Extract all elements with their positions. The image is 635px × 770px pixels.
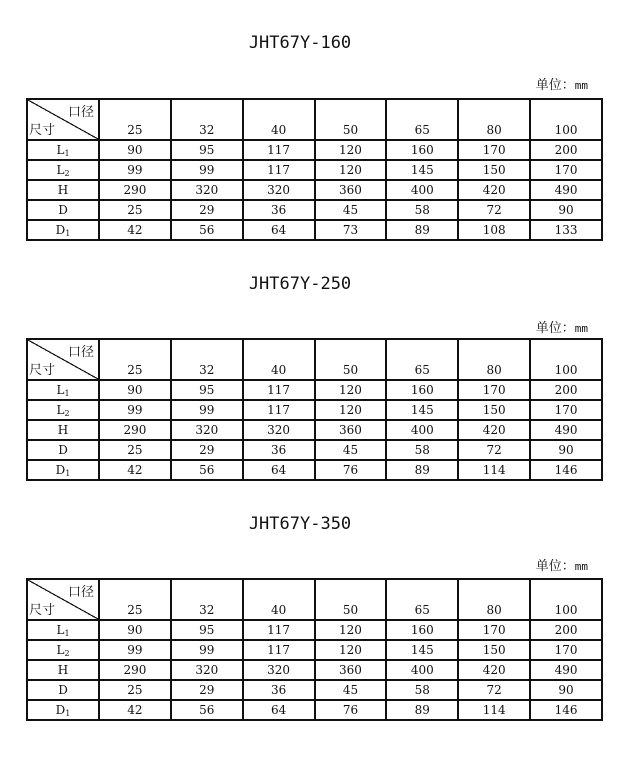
row-label: D <box>27 440 99 460</box>
row-label: H <box>27 420 99 440</box>
table-cell: 25 <box>99 200 171 220</box>
table-cell: 25 <box>99 440 171 460</box>
table-cell: 360 <box>315 420 387 440</box>
table-cell: 89 <box>386 460 458 480</box>
corner-cell <box>27 339 99 380</box>
table-cell: 146 <box>530 460 602 480</box>
table-cell: 290 <box>99 420 171 440</box>
table-cell: 170 <box>530 640 602 660</box>
spec-table <box>26 578 603 721</box>
size-header: 65 <box>386 99 458 140</box>
table-cell: 117 <box>243 140 315 160</box>
table-cell: 160 <box>386 140 458 160</box>
table-cell: 320 <box>243 420 315 440</box>
table-cell: 72 <box>458 440 530 460</box>
corner-cell <box>27 579 99 620</box>
table-row <box>27 420 602 440</box>
table-cell: 76 <box>315 700 387 720</box>
table-cell: 145 <box>386 640 458 660</box>
table-cell: 64 <box>243 220 315 240</box>
table-cell: 45 <box>315 440 387 460</box>
table-row <box>27 440 602 460</box>
row-label: $L_2$ <box>27 400 99 420</box>
corner-top-label: 口径 <box>67 345 94 360</box>
table-cell: 42 <box>99 220 171 240</box>
table-cell: 64 <box>243 460 315 480</box>
table-cell: 58 <box>386 200 458 220</box>
size-header: 32 <box>171 99 243 140</box>
table-cell: 160 <box>386 620 458 640</box>
spec-table <box>26 338 603 481</box>
size-header: 25 <box>99 579 171 620</box>
table-cell: 114 <box>458 700 530 720</box>
corner-top-label: 口径 <box>67 105 94 120</box>
corner-bottom-label: 尺寸 <box>29 123 56 138</box>
table-row <box>27 400 602 420</box>
table-cell: 320 <box>171 180 243 200</box>
table-cell: 45 <box>315 680 387 700</box>
size-header: 25 <box>99 99 171 140</box>
unit-prefix: 单位： <box>535 321 575 336</box>
table-cell: 95 <box>171 620 243 640</box>
size-header: 100 <box>530 339 602 380</box>
table-row <box>27 380 602 400</box>
table-cell: 150 <box>458 400 530 420</box>
table-row <box>27 640 602 660</box>
table-cell: 29 <box>171 200 243 220</box>
size-header: 80 <box>458 339 530 380</box>
table-row <box>27 620 602 640</box>
row-label: $D_1$ <box>27 700 99 720</box>
table-cell: 160 <box>386 380 458 400</box>
table-row <box>27 160 602 180</box>
table-cell: 320 <box>171 420 243 440</box>
table-cell: 95 <box>171 380 243 400</box>
table-cell: 420 <box>458 180 530 200</box>
table-cell: 400 <box>386 180 458 200</box>
header-row <box>27 99 602 140</box>
table-cell: 133 <box>530 220 602 240</box>
table-cell: 42 <box>99 700 171 720</box>
table-cell: 360 <box>315 180 387 200</box>
table-cell: 145 <box>386 160 458 180</box>
row-label: $D_1$ <box>27 460 99 480</box>
table-cell: 120 <box>315 380 387 400</box>
table-row <box>27 700 602 720</box>
size-header: 65 <box>386 339 458 380</box>
corner-top-label: 口径 <box>67 585 94 600</box>
table-cell: 117 <box>243 620 315 640</box>
row-label: $L_1$ <box>27 620 99 640</box>
table-cell: 200 <box>530 140 602 160</box>
table-title: JHT67Y-160 <box>248 33 352 53</box>
size-header: 32 <box>171 339 243 380</box>
table-cell: 58 <box>386 680 458 700</box>
table-cell: 99 <box>171 400 243 420</box>
table-cell: 36 <box>243 440 315 460</box>
table-cell: 117 <box>243 400 315 420</box>
table-cell: 90 <box>530 680 602 700</box>
table-cell: 58 <box>386 440 458 460</box>
table-cell: 99 <box>171 160 243 180</box>
size-header: 50 <box>315 339 387 380</box>
row-label: $D_1$ <box>27 220 99 240</box>
table-cell: 99 <box>99 400 171 420</box>
table-cell: 420 <box>458 660 530 680</box>
table-row <box>27 220 602 240</box>
table-cell: 120 <box>315 640 387 660</box>
table-cell: 64 <box>243 700 315 720</box>
table-cell: 114 <box>458 460 530 480</box>
table-cell: 120 <box>315 620 387 640</box>
table-row <box>27 200 602 220</box>
table-cell: 89 <box>386 700 458 720</box>
table-cell: 120 <box>315 400 387 420</box>
table-cell: 320 <box>171 660 243 680</box>
table-row <box>27 660 602 680</box>
table-cell: 90 <box>99 380 171 400</box>
table-cell: 29 <box>171 680 243 700</box>
table-cell: 99 <box>99 160 171 180</box>
size-header: 50 <box>315 99 387 140</box>
row-label: $L_1$ <box>27 140 99 160</box>
table-cell: 29 <box>171 440 243 460</box>
size-header: 25 <box>99 339 171 380</box>
corner-bottom-label: 尺寸 <box>29 363 56 378</box>
table-cell: 89 <box>386 220 458 240</box>
spec-table <box>26 98 603 241</box>
table-title: JHT67Y-350 <box>248 514 352 534</box>
table-cell: 120 <box>315 160 387 180</box>
unit-label <box>536 555 588 574</box>
table-cell: 400 <box>386 660 458 680</box>
corner-cell <box>27 99 99 140</box>
row-label: H <box>27 660 99 680</box>
table-cell: 45 <box>315 200 387 220</box>
row-label: D <box>27 200 99 220</box>
table-cell: 95 <box>171 140 243 160</box>
table-cell: 117 <box>243 640 315 660</box>
row-label: $L_2$ <box>27 160 99 180</box>
table-cell: 56 <box>171 220 243 240</box>
table-cell: 117 <box>243 160 315 180</box>
table-cell: 150 <box>458 640 530 660</box>
unit-label <box>536 317 588 336</box>
table-cell: 320 <box>243 180 315 200</box>
size-header: 80 <box>458 99 530 140</box>
table-cell: 72 <box>458 200 530 220</box>
row-label: $L_1$ <box>27 380 99 400</box>
table-cell: 170 <box>530 160 602 180</box>
unit-prefix: 单位： <box>535 78 575 93</box>
table-cell: 90 <box>99 620 171 640</box>
table-cell: 99 <box>171 640 243 660</box>
table-cell: 290 <box>99 660 171 680</box>
table-cell: 170 <box>458 140 530 160</box>
table-cell: 36 <box>243 200 315 220</box>
table-cell: 117 <box>243 380 315 400</box>
unit-value: mm <box>574 322 588 335</box>
table-cell: 200 <box>530 380 602 400</box>
row-label: $L_2$ <box>27 640 99 660</box>
size-header: 40 <box>243 339 315 380</box>
table-row <box>27 140 602 160</box>
table-cell: 200 <box>530 620 602 640</box>
table-cell: 400 <box>386 420 458 440</box>
table-cell: 150 <box>458 160 530 180</box>
size-header: 50 <box>315 579 387 620</box>
size-header: 100 <box>530 99 602 140</box>
table-cell: 146 <box>530 700 602 720</box>
table-cell: 490 <box>530 180 602 200</box>
table-cell: 90 <box>99 140 171 160</box>
unit-label <box>536 74 588 93</box>
table-cell: 73 <box>315 220 387 240</box>
table-cell: 145 <box>386 400 458 420</box>
table-row <box>27 460 602 480</box>
row-label: D <box>27 680 99 700</box>
table-cell: 36 <box>243 680 315 700</box>
table-cell: 170 <box>458 380 530 400</box>
size-header: 40 <box>243 579 315 620</box>
table-cell: 90 <box>530 440 602 460</box>
table-cell: 72 <box>458 680 530 700</box>
table-cell: 108 <box>458 220 530 240</box>
table-cell: 56 <box>171 460 243 480</box>
table-cell: 42 <box>99 460 171 480</box>
unit-prefix: 单位： <box>535 559 575 574</box>
table-cell: 320 <box>243 660 315 680</box>
table-cell: 490 <box>530 660 602 680</box>
size-header: 100 <box>530 579 602 620</box>
table-title: JHT67Y-250 <box>248 274 352 294</box>
table-cell: 120 <box>315 140 387 160</box>
table-cell: 25 <box>99 680 171 700</box>
table-cell: 90 <box>530 200 602 220</box>
size-header: 40 <box>243 99 315 140</box>
header-row <box>27 339 602 380</box>
size-header: 65 <box>386 579 458 620</box>
size-header: 32 <box>171 579 243 620</box>
table-cell: 99 <box>99 640 171 660</box>
row-label: H <box>27 180 99 200</box>
corner-bottom-label: 尺寸 <box>29 603 56 618</box>
table-cell: 420 <box>458 420 530 440</box>
table-row <box>27 180 602 200</box>
unit-value: mm <box>574 560 588 573</box>
unit-value: mm <box>574 79 588 92</box>
table-cell: 360 <box>315 660 387 680</box>
table-cell: 56 <box>171 700 243 720</box>
size-header: 80 <box>458 579 530 620</box>
table-cell: 170 <box>458 620 530 640</box>
table-row <box>27 680 602 700</box>
table-cell: 170 <box>530 400 602 420</box>
table-cell: 490 <box>530 420 602 440</box>
table-cell: 76 <box>315 460 387 480</box>
table-cell: 290 <box>99 180 171 200</box>
header-row <box>27 579 602 620</box>
